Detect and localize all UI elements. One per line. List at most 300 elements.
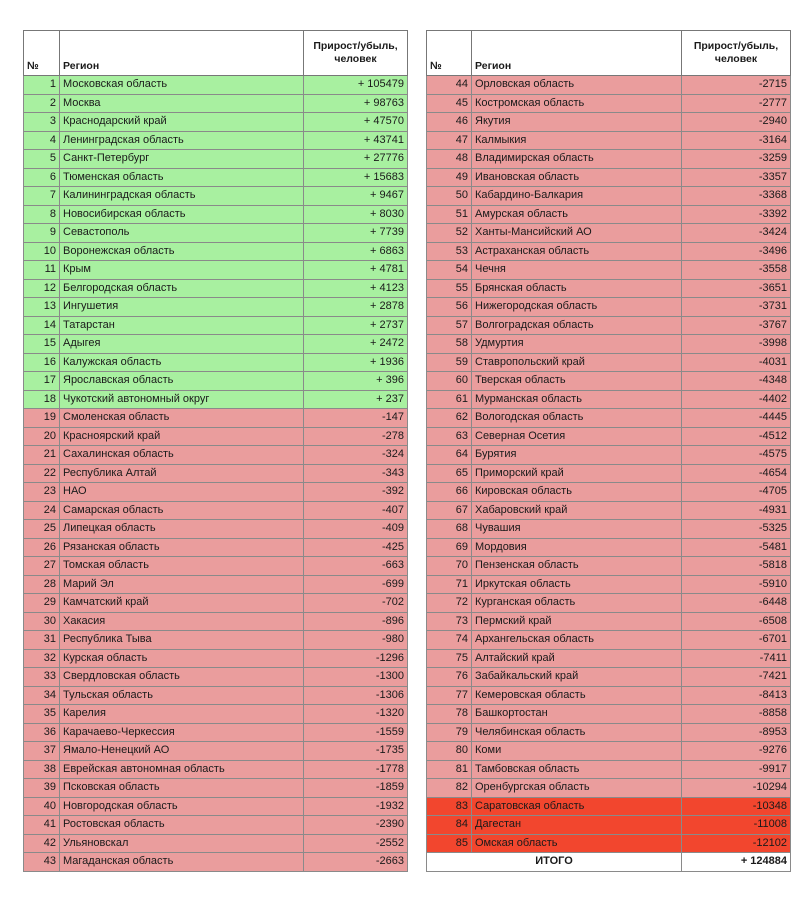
table-row	[427, 409, 791, 428]
row-number: 31	[24, 631, 60, 650]
row-region: Санкт-Петербург	[60, 150, 304, 169]
row-region: Крым	[60, 261, 304, 280]
table-row	[24, 779, 408, 798]
row-region: Чувашия	[472, 520, 682, 539]
row-region: Курская область	[60, 649, 304, 668]
row-number: 46	[427, 113, 472, 132]
row-change: -147	[304, 409, 408, 428]
table-row	[24, 335, 408, 354]
row-change: -3731	[682, 298, 791, 317]
row-change: -407	[304, 501, 408, 520]
row-region: Пермский край	[472, 612, 682, 631]
table-row	[427, 113, 791, 132]
row-number: 1	[24, 76, 60, 95]
row-number: 13	[24, 298, 60, 317]
row-change: -3651	[682, 279, 791, 298]
row-number: 78	[427, 705, 472, 724]
row-number: 24	[24, 501, 60, 520]
table-row	[427, 834, 791, 853]
row-number: 42	[24, 834, 60, 853]
table-row	[427, 427, 791, 446]
row-change: -3357	[682, 168, 791, 187]
table-row	[24, 797, 408, 816]
row-change: + 2737	[304, 316, 408, 335]
row-change: -1932	[304, 797, 408, 816]
regions-table-right-body	[427, 76, 791, 853]
row-number: 64	[427, 446, 472, 465]
row-change: -3164	[682, 131, 791, 150]
row-region: Чечня	[472, 261, 682, 280]
table-row	[24, 538, 408, 557]
row-number: 50	[427, 187, 472, 206]
table-row	[427, 612, 791, 631]
row-region: Адыгея	[60, 335, 304, 354]
row-number: 26	[24, 538, 60, 557]
row-change: -4654	[682, 464, 791, 483]
row-change: -1735	[304, 742, 408, 761]
row-number: 20	[24, 427, 60, 446]
row-region: Дагестан	[472, 816, 682, 835]
table-row	[24, 168, 408, 187]
table-row	[427, 686, 791, 705]
row-number: 40	[24, 797, 60, 816]
row-change: -5818	[682, 557, 791, 576]
table-row	[427, 205, 791, 224]
regions-table-left	[23, 30, 408, 872]
row-change: -9276	[682, 742, 791, 761]
row-number: 3	[24, 113, 60, 132]
table-row	[427, 816, 791, 835]
row-change: -702	[304, 594, 408, 613]
row-number: 65	[427, 464, 472, 483]
table-row	[24, 316, 408, 335]
row-region: Саратовская область	[472, 797, 682, 816]
row-change: + 6863	[304, 242, 408, 261]
table-row	[427, 150, 791, 169]
total-label: ИТОГО	[427, 853, 682, 872]
row-change: -425	[304, 538, 408, 557]
regions-table-right	[426, 30, 791, 872]
row-region: Тверская область	[472, 372, 682, 391]
table-row	[24, 94, 408, 113]
row-region: Карачаево-Черкессия	[60, 723, 304, 742]
table-row	[427, 483, 791, 502]
row-change: -3998	[682, 335, 791, 354]
table-row	[427, 335, 791, 354]
row-region: Псковская область	[60, 779, 304, 798]
row-number: 68	[427, 520, 472, 539]
row-change: -5910	[682, 575, 791, 594]
table-row	[24, 705, 408, 724]
table-row	[427, 390, 791, 409]
row-change: -7421	[682, 668, 791, 687]
row-region: Липецкая область	[60, 520, 304, 539]
table-row	[24, 631, 408, 650]
row-region: Орловская область	[472, 76, 682, 95]
row-change: -2552	[304, 834, 408, 853]
row-change: + 237	[304, 390, 408, 409]
row-region: Нижегородская область	[472, 298, 682, 317]
row-region: Коми	[472, 742, 682, 761]
row-number: 66	[427, 483, 472, 502]
row-change: -3424	[682, 224, 791, 243]
regions-table-left-body	[24, 76, 408, 872]
row-region: Пензенская область	[472, 557, 682, 576]
row-region: Ставропольский край	[472, 353, 682, 372]
row-number: 25	[24, 520, 60, 539]
row-number: 49	[427, 168, 472, 187]
row-region: Ханты-Мансийский АО	[472, 224, 682, 243]
table-row	[24, 150, 408, 169]
row-region: Амурская область	[472, 205, 682, 224]
row-number: 48	[427, 150, 472, 169]
row-region: Ленинградская область	[60, 131, 304, 150]
table-row	[24, 483, 408, 502]
table-row	[427, 279, 791, 298]
table-row	[24, 668, 408, 687]
row-region: Иркутская область	[472, 575, 682, 594]
table-row	[427, 76, 791, 95]
row-region: Хабаровский край	[472, 501, 682, 520]
row-change: -10348	[682, 797, 791, 816]
row-number: 15	[24, 335, 60, 354]
row-region: Челябинская область	[472, 723, 682, 742]
row-number: 75	[427, 649, 472, 668]
row-number: 12	[24, 279, 60, 298]
table-row	[427, 779, 791, 798]
table-row	[427, 464, 791, 483]
table-row	[24, 224, 408, 243]
row-region: Магаданская область	[60, 853, 304, 872]
row-change: -8953	[682, 723, 791, 742]
table-row	[24, 742, 408, 761]
row-number: 60	[427, 372, 472, 391]
row-number: 2	[24, 94, 60, 113]
header-region: Регион	[472, 31, 682, 76]
row-region: Бурятия	[472, 446, 682, 465]
row-number: 17	[24, 372, 60, 391]
row-region: Севастополь	[60, 224, 304, 243]
row-region: Омская область	[472, 834, 682, 853]
row-region: Приморский край	[472, 464, 682, 483]
table-row	[24, 649, 408, 668]
table-row	[24, 557, 408, 576]
table-row	[427, 94, 791, 113]
row-change: -4931	[682, 501, 791, 520]
table-row	[24, 501, 408, 520]
table-row	[427, 168, 791, 187]
row-number: 19	[24, 409, 60, 428]
row-region: Ярославская область	[60, 372, 304, 391]
row-region: Кемеровская область	[472, 686, 682, 705]
row-number: 30	[24, 612, 60, 631]
table-row	[24, 520, 408, 539]
table-row	[24, 372, 408, 391]
row-number: 71	[427, 575, 472, 594]
row-change: + 98763	[304, 94, 408, 113]
row-region: Москва	[60, 94, 304, 113]
row-region: Владимирская область	[472, 150, 682, 169]
row-region: Удмуртия	[472, 335, 682, 354]
row-number: 11	[24, 261, 60, 280]
row-change: -1300	[304, 668, 408, 687]
row-change: + 396	[304, 372, 408, 391]
row-region: Брянская область	[472, 279, 682, 298]
row-number: 83	[427, 797, 472, 816]
row-change: + 43741	[304, 131, 408, 150]
row-region: Марий Эл	[60, 575, 304, 594]
row-number: 14	[24, 316, 60, 335]
row-number: 5	[24, 150, 60, 169]
row-region: Кировская область	[472, 483, 682, 502]
row-region: Смоленская область	[60, 409, 304, 428]
row-change: -1306	[304, 686, 408, 705]
row-number: 36	[24, 723, 60, 742]
row-change: -3259	[682, 150, 791, 169]
row-region: Оренбургская область	[472, 779, 682, 798]
row-number: 27	[24, 557, 60, 576]
table-row	[24, 242, 408, 261]
table-row	[24, 187, 408, 206]
table-row	[427, 261, 791, 280]
row-region: Якутия	[472, 113, 682, 132]
row-change: -3496	[682, 242, 791, 261]
row-change: + 4123	[304, 279, 408, 298]
row-change: -4575	[682, 446, 791, 465]
row-change: -980	[304, 631, 408, 650]
row-number: 16	[24, 353, 60, 372]
row-change: -2777	[682, 94, 791, 113]
row-region: Еврейская автономная область	[60, 760, 304, 779]
row-change: -10294	[682, 779, 791, 798]
total-value: + 124884	[682, 853, 791, 872]
row-number: 4	[24, 131, 60, 150]
row-region: Республика Тыва	[60, 631, 304, 650]
row-number: 10	[24, 242, 60, 261]
row-number: 32	[24, 649, 60, 668]
row-change: + 7739	[304, 224, 408, 243]
row-number: 43	[24, 853, 60, 872]
table-row	[427, 298, 791, 317]
row-region: Томская область	[60, 557, 304, 576]
row-number: 81	[427, 760, 472, 779]
row-change: -2940	[682, 113, 791, 132]
table-row	[24, 760, 408, 779]
table-row	[24, 113, 408, 132]
table-row	[427, 242, 791, 261]
row-number: 62	[427, 409, 472, 428]
row-region: Карелия	[60, 705, 304, 724]
row-change: + 2878	[304, 298, 408, 317]
row-number: 73	[427, 612, 472, 631]
table-row	[427, 723, 791, 742]
row-number: 77	[427, 686, 472, 705]
row-change: -343	[304, 464, 408, 483]
table-row	[24, 612, 408, 631]
table-row	[427, 742, 791, 761]
row-number: 51	[427, 205, 472, 224]
row-change: -5481	[682, 538, 791, 557]
row-change: -6448	[682, 594, 791, 613]
row-change: + 1936	[304, 353, 408, 372]
row-change: -4031	[682, 353, 791, 372]
row-number: 57	[427, 316, 472, 335]
table-row	[24, 205, 408, 224]
row-region: Забайкальский край	[472, 668, 682, 687]
row-region: Волгоградская область	[472, 316, 682, 335]
row-number: 6	[24, 168, 60, 187]
row-change: -324	[304, 446, 408, 465]
row-region: Тамбовская область	[472, 760, 682, 779]
table-row	[427, 224, 791, 243]
row-change: -3392	[682, 205, 791, 224]
table-row	[24, 686, 408, 705]
row-number: 69	[427, 538, 472, 557]
row-change: -3558	[682, 261, 791, 280]
table-row	[24, 353, 408, 372]
row-region: Костромская область	[472, 94, 682, 113]
row-number: 23	[24, 483, 60, 502]
table-row	[427, 187, 791, 206]
row-region: Мурманская область	[472, 390, 682, 409]
table-row	[427, 501, 791, 520]
table-row	[24, 594, 408, 613]
row-change: -8858	[682, 705, 791, 724]
row-number: 8	[24, 205, 60, 224]
row-region: Ямало-Ненецкий АО	[60, 742, 304, 761]
table-row	[427, 557, 791, 576]
table-row	[24, 279, 408, 298]
table-row	[24, 834, 408, 853]
row-number: 85	[427, 834, 472, 853]
row-region: Красноярский край	[60, 427, 304, 446]
table-row	[24, 853, 408, 872]
row-change: -4348	[682, 372, 791, 391]
table-row	[24, 409, 408, 428]
row-region: Рязанская область	[60, 538, 304, 557]
row-region: Ульяновскал	[60, 834, 304, 853]
row-region: Самарская область	[60, 501, 304, 520]
row-change: + 4781	[304, 261, 408, 280]
row-number: 56	[427, 298, 472, 317]
table-row	[24, 446, 408, 465]
table-row	[427, 705, 791, 724]
row-region: Ростовская область	[60, 816, 304, 835]
row-region: Сахалинская область	[60, 446, 304, 465]
row-region: Воронежская область	[60, 242, 304, 261]
row-number: 58	[427, 335, 472, 354]
row-number: 28	[24, 575, 60, 594]
row-number: 41	[24, 816, 60, 835]
row-change: -1559	[304, 723, 408, 742]
table-row	[24, 464, 408, 483]
row-change: + 105479	[304, 76, 408, 95]
row-number: 76	[427, 668, 472, 687]
table-row	[24, 131, 408, 150]
row-change: -1296	[304, 649, 408, 668]
table-row	[24, 76, 408, 95]
table-row	[24, 261, 408, 280]
row-region: Краснодарский край	[60, 113, 304, 132]
row-number: 45	[427, 94, 472, 113]
row-region: Московская область	[60, 76, 304, 95]
row-change: -6701	[682, 631, 791, 650]
row-region: Татарстан	[60, 316, 304, 335]
row-number: 34	[24, 686, 60, 705]
row-number: 63	[427, 427, 472, 446]
row-number: 38	[24, 760, 60, 779]
row-change: -9917	[682, 760, 791, 779]
header-number: №	[24, 31, 60, 76]
row-change: -3767	[682, 316, 791, 335]
row-region: Кабардино-Балкария	[472, 187, 682, 206]
row-change: + 2472	[304, 335, 408, 354]
row-change: -2390	[304, 816, 408, 835]
row-change: -6508	[682, 612, 791, 631]
table-row	[427, 131, 791, 150]
row-region: Алтайский край	[472, 649, 682, 668]
row-change: -4402	[682, 390, 791, 409]
row-number: 79	[427, 723, 472, 742]
row-change: -1320	[304, 705, 408, 724]
row-region: Камчатский край	[60, 594, 304, 613]
row-region: Калмыкия	[472, 131, 682, 150]
row-change: -11008	[682, 816, 791, 835]
table-row	[24, 298, 408, 317]
row-change: + 8030	[304, 205, 408, 224]
row-change: -4705	[682, 483, 791, 502]
row-change: -278	[304, 427, 408, 446]
row-number: 22	[24, 464, 60, 483]
row-change: + 9467	[304, 187, 408, 206]
row-change: -2663	[304, 853, 408, 872]
row-number: 29	[24, 594, 60, 613]
row-region: Ингушетия	[60, 298, 304, 317]
row-region: Северная Осетия	[472, 427, 682, 446]
table-row	[24, 816, 408, 835]
row-number: 84	[427, 816, 472, 835]
row-change: + 27776	[304, 150, 408, 169]
row-change: -7411	[682, 649, 791, 668]
row-number: 74	[427, 631, 472, 650]
row-region: Республика Алтай	[60, 464, 304, 483]
row-number: 44	[427, 76, 472, 95]
table-row	[427, 446, 791, 465]
row-region: НАО	[60, 483, 304, 502]
row-region: Архангельская область	[472, 631, 682, 650]
row-region: Мордовия	[472, 538, 682, 557]
header-number: №	[427, 31, 472, 76]
row-number: 67	[427, 501, 472, 520]
row-number: 7	[24, 187, 60, 206]
row-number: 82	[427, 779, 472, 798]
row-number: 39	[24, 779, 60, 798]
row-region: Калужская область	[60, 353, 304, 372]
table-row	[427, 631, 791, 650]
table-row	[427, 353, 791, 372]
row-change: + 15683	[304, 168, 408, 187]
row-region: Новгородская область	[60, 797, 304, 816]
row-region: Курганская область	[472, 594, 682, 613]
table-row	[24, 575, 408, 594]
table-row	[427, 797, 791, 816]
row-change: -1778	[304, 760, 408, 779]
row-change: -4445	[682, 409, 791, 428]
row-region: Чукотский автономный округ	[60, 390, 304, 409]
row-number: 9	[24, 224, 60, 243]
row-region: Калининградская область	[60, 187, 304, 206]
table-row	[24, 427, 408, 446]
